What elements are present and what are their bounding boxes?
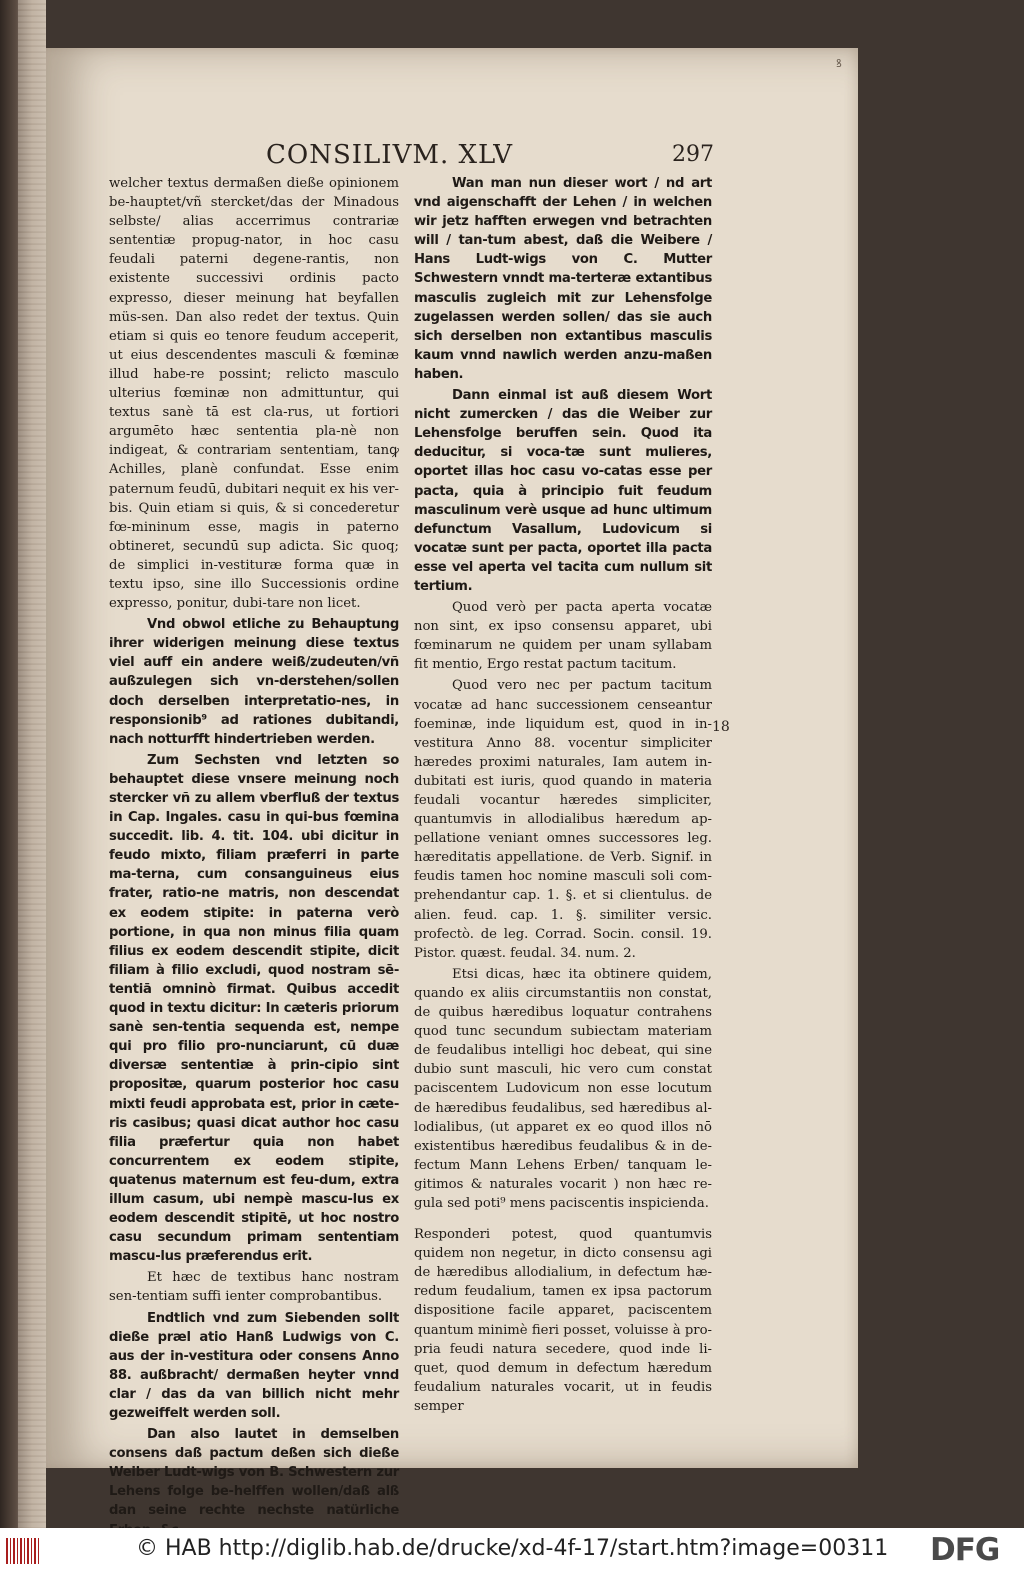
corner-mark: ꝸ <box>836 57 842 70</box>
footer-copyright-link[interactable]: © HAB http://diglib.hab.de/drucke/xd-4f-17/start.htm?image=00311 <box>136 1536 889 1561</box>
page-number: 297 <box>672 142 714 167</box>
text-paragraph: Zum Sechsten vnd letzten so behauptet diese vnsere meinung noch stercker vñ zu allem vberfluß der textus in Cap. Ingales. casu in qui-bus fœmina succedit. lib. 4. tit. 104. ubi dicitur in feudo mixto, filiam præferri in parte ma-terna, cum consanguineus eius frater, ratio-ne matris, non descendat ex eodem stipite: in paterna verò portione, in qua non minus filia quam filius ex eodem descendit stipite, dicit filiam à filio excludi, quod nostram sē-tentiā omninò firmat. Quibus accedit quod in textu dicitur: In cæteris priorum sanè sen-tentia sequenda est, nempe qui pro filio pro-nunciarunt, cū duæ diversæ sententiæ à prin-cipio sint propositæ, quarum posterior hoc casu mixti feudi approbata est, prior in cæte-ris casibus; quasi dicat author hoc casu filia præfertur quia non habet concurrentem ex eodem stipite, quatenus maternum est feu-dum, extra illum casum, ubi nempè mascu-lus ex eodem descendit stipitē, ut hoc nostro casu secundum primam sententiam mascu-lus præferendus erit. <box>109 752 399 1265</box>
margin-note: 18 <box>712 719 730 735</box>
text-paragraph: Et hæc de textibus hanc nostram sen-tentiam suffi ienter comprobantibus. <box>109 1270 399 1305</box>
left-text-column <box>109 174 399 1542</box>
text-paragraph: Dann einmal ist auß diesem Wort nicht zumercken / das die Weiber zur Lehensfolge beruffen sein. Quod ita deducitur, si voca-tæ sunt mulieres, oportet illas hoc casu vo-catas esse per pacta, quia à principio fuit feudum masculinum verè usque ad hunc ultimum defunctum Vasallum, Ludovicum si vocatæ sunt per pacta, oportet illa pacta esse vel aperta vel tacita cum nullum sit tertium. <box>414 388 712 594</box>
text-paragraph: Vnd obwol etliche zu Behauptung ihrer widerigen meinung diese textus viel auff ein andere weiß/zudeuten/vñ außzulegen sich vn-derstehen/sollen doch derselben interpretatio-nes, in responsionib⁹ ad rationes dubitandi, nach notturfft hindertrieben werden. <box>109 617 399 747</box>
text-paragraph: Wan man nun dieser wort / nd art vnd aigenschafft der Lehen / in welchen wir jetz hafften erwegen vnd betrachten will / tan-tum abest, daß die Weibere / Hans Ludt-wigs von C. Mutter Schwestern vnndt ma-terteræ extantibus masculis zugleich mit zur Lehensfolge zugelassen werden sollen/ das sie auch sich derselben non extantibus masculis kaum vnnd nawlich werden anzu-maßen haben. <box>414 176 712 382</box>
text-paragraph: welcher textus dermaßen dieße opinionem be-hauptet/vñ stercket/das der Minadous selbste/ alias accerrimus contrariæ sententiæ propug-nator, in hoc casu feudali paterni degene-rantis, non existente successivi ordinis pacto expresso, dieser meinung hat beyfallen müs-sen. Dan also redet der textus. Quin etiam si quis eo tenore feudum acceperit, ut eius descendentes masculi & fœminæ illud habe-re possint; relicto masculo ulterius fœminæ non admittuntur, qui textus sanè tā est cla-rus, ut fortiori argumēto hæc sententia pla-nè non indigeat, & contrariam sententiam, tanꝙ Achilles, planè confundat. Esse enim paternum feudū, dubitari nequit ex his ver-bis. Quin etiam si quis, & si concederetur fœ-mininum esse, magis in paterno obtineret, secundū sup adicta. Sic quoq; de simplici in-vestituræ forma quæ in textu ipso, sine illo Successionis ordine expresso, ponitur, dubi-tare non licet. <box>109 176 399 612</box>
text-paragraph: Endtlich vnd zum Siebenden sollt dieße præl atio Hanß Ludwigs von C. aus der in-vestitura oder consens Anno 88. außbracht/ dermaßen heyter vnnd clar / das da van billich nicht mehr gezweiffelt werden soll. <box>109 1310 399 1421</box>
text-paragraph: Etsi dicas, hæc ita obtinere quidem, quando ex aliis circumstantiis non constat, de quibus hæredibus loquatur contrahens quod tunc secundum subiectam materiam de feudalibus intelligi hoc debeat, qui sine dubio sunt masculi, hic vero cum constat paciscentem Ludovicum non esse locutum de hæredibus feudalibus, sed hæredibus al-lodialibus, (ut apparet ex eo quod illos nō existentibus hæredibus feudalibus & in de-fectum Mann Lehens Erben/ tanquam le-gitimos & naturales vocarit ) non hæc re-gula sed poti⁹ mens paciscentis inspicienda. <box>414 966 712 1211</box>
barcode-icon <box>6 1538 40 1564</box>
footer-bar <box>0 1528 1024 1572</box>
dfg-logo: DFG <box>930 1532 1000 1568</box>
header-title: CONSILIVM. XLV <box>266 140 513 170</box>
text-paragraph: Quod vero nec per pactum tacitum vocatæ ad hanc successionem censeantur foeminæ, inde liquidum est, quod in in-vestitura Anno 88. vocentur simpliciter hæredes proximi naturales, Iam autem in-dubitati est iuris, quod quando in materia feudali vocantur hæredes simpliciter, quantumvis in allodialibus hæredum ap-pellatione veniant omnes successores leg. hæreditatis appellatione. de Verb. Signif. in feudis tamen hoc nomine masculi soli com-prehendantur cap. 1. §. et si clientulus. de alien. feud. cap. 1. §. similiter versic. profectò. de leg. Corrad. Socin. consil. 19. Pistor. quæst. feudal. 34. num. 2. <box>414 678 712 961</box>
text-paragraph: Quod verò per pacta aperta vocatæ non sint, ex ipso consensu apparet, ubi fœminarum ne quidem per unam syllabam fit mentio, Ergo restat pactum tacitum. <box>414 600 712 673</box>
page-edges <box>18 0 46 1528</box>
scanned-page <box>46 48 858 1519</box>
text-paragraph: Dan also lautet in demselben consens daß pactum deßen sich dieße Weiber Ludt-wigs von B. Schwestern zur Lehens folge be-helffen wollen/daß alß dan seine rechte nechste natürliche <box>109 1427 399 1519</box>
text-paragraph: Responderi potest, quod quantumvis quidem non negetur, in dicto consensu agi de hæredibus allodialium, in defectum hæ-redum feudalium, tamen ex ipsa pactorum dispositione facile apparet, paciscentem quantum minimè fieri posset, voluisse à pro-pria feudi natura secedere, quod inde li-quet, quod demum in defectum hæredum feudalium naturales vocarit, ut in feudis semper <box>414 1227 712 1414</box>
right-text-column <box>414 174 712 1418</box>
